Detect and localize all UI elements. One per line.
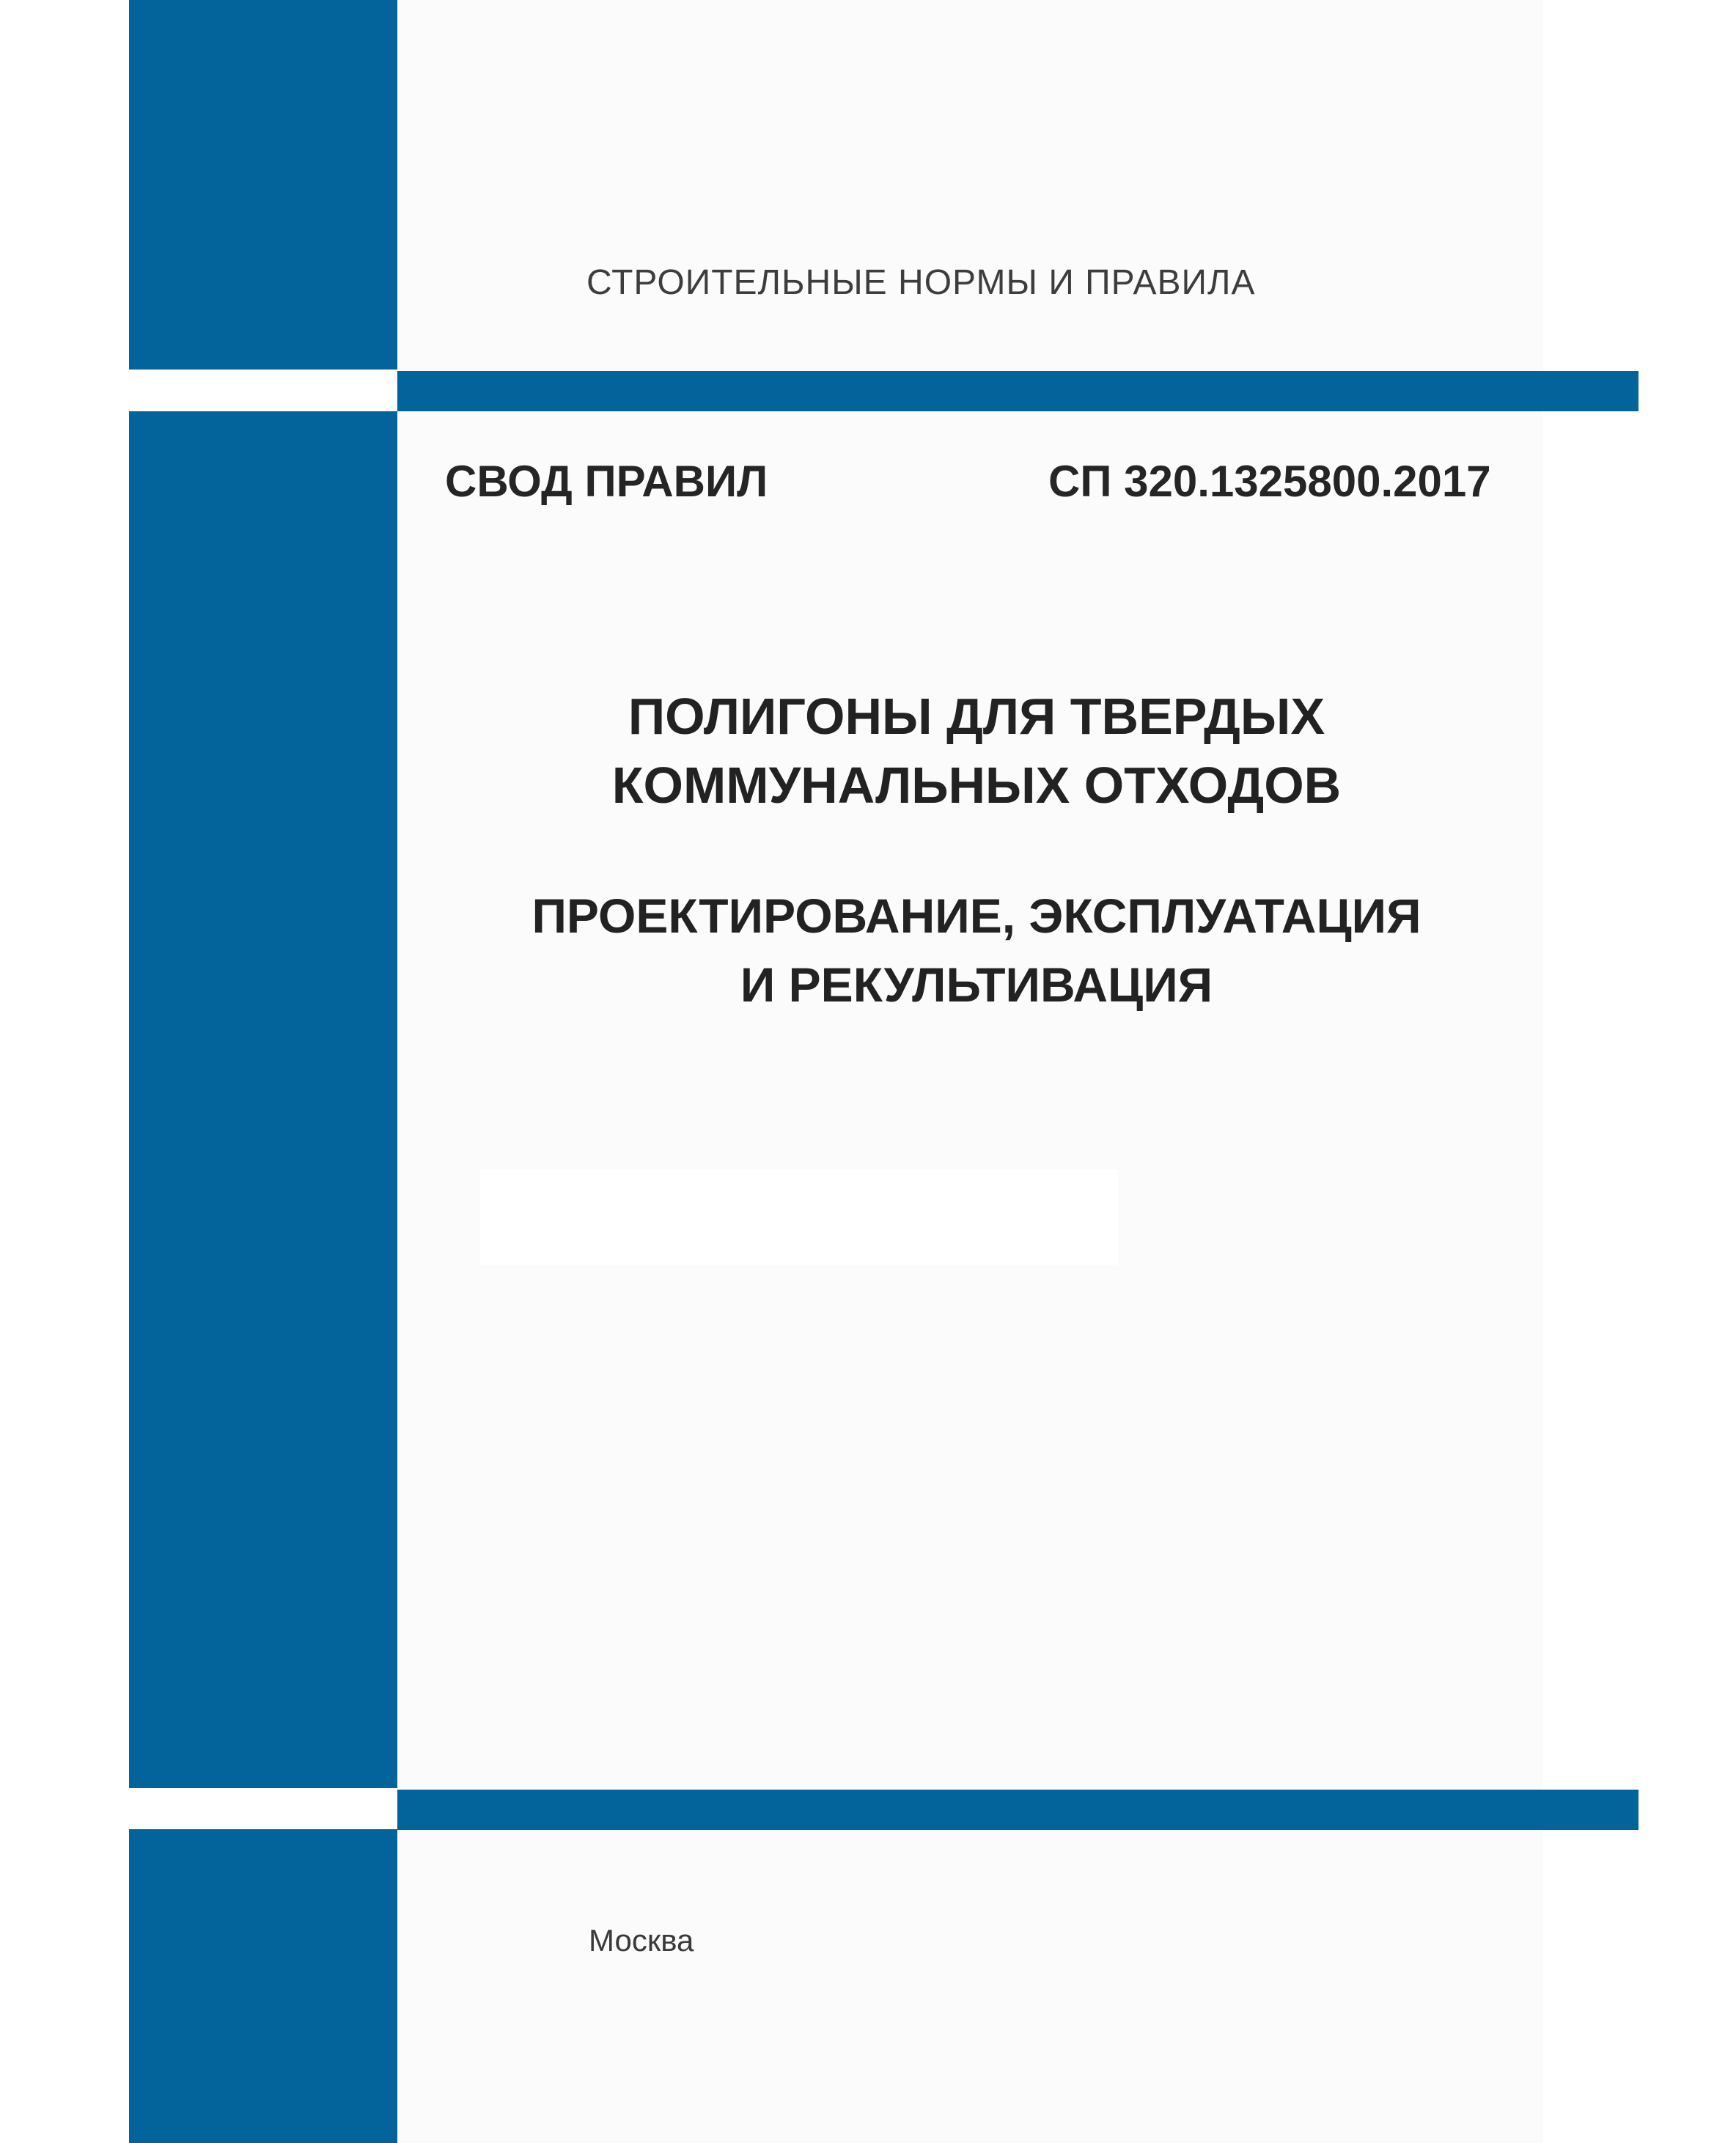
document-title: [397, 682, 1556, 820]
horizontal-band-upper: [397, 371, 1638, 411]
subtitle-line: ПРОЕКТИРОВАНИЕ, ЭКСПЛУАТАЦИЯ: [532, 889, 1421, 943]
subtitle-line: И РЕКУЛЬТИВАЦИЯ: [740, 957, 1213, 1012]
horizontal-band-lower: [397, 1790, 1638, 1830]
spine-band-top: [129, 0, 397, 370]
document-type: СВОД ПРАВИЛ: [445, 457, 768, 506]
title-line: ПОЛИГОНЫ ДЛЯ ТВЕРДЫХ: [628, 688, 1325, 745]
document-subtitle: [397, 881, 1556, 1019]
blank-panel: [480, 1169, 1118, 1265]
spine-band-middle: [129, 411, 397, 1788]
series-heading: СТРОИТЕЛЬНЫЕ НОРМЫ И ПРАВИЛА: [586, 263, 1256, 302]
title-line: КОММУНАЛЬНЫХ ОТХОДОВ: [611, 757, 1342, 814]
publication-city: Москва: [589, 1923, 694, 1958]
document-number: СП 320.1325800.2017: [1048, 457, 1491, 506]
spine-band-bottom: [129, 1829, 397, 2143]
